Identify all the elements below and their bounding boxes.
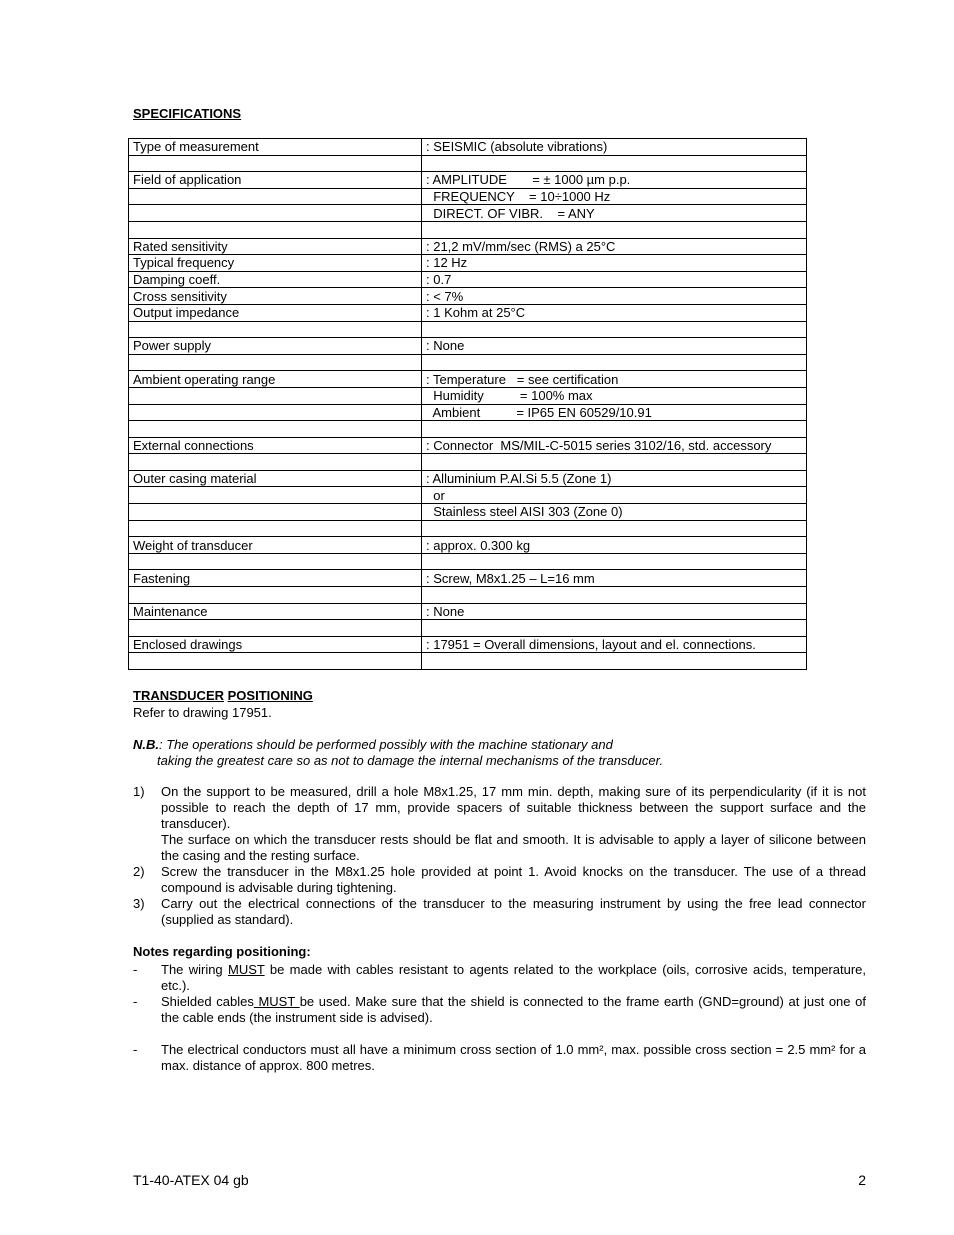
spec-value: : 12 Hz — [422, 255, 807, 272]
positioning-notes — [133, 962, 866, 1074]
spec-row — [129, 587, 807, 604]
spec-value: Ambient = IP65 EN 60529/10.91 — [422, 404, 807, 421]
spec-label: External connections — [129, 437, 422, 454]
spec-row — [129, 553, 807, 570]
step-number: 3) — [133, 896, 145, 911]
bullet-dash: - — [133, 1042, 138, 1057]
nb-line2: taking the greatest care so as not to damage the internal mechanisms of the transducer. — [157, 753, 664, 768]
spec-value: : Connector MS/MIL-C-5015 series 3102/16, std. accessory — [422, 437, 807, 454]
spec-row — [129, 288, 807, 305]
spec-value — [422, 553, 807, 570]
spec-row — [129, 238, 807, 255]
spec-row — [129, 520, 807, 537]
spec-label: Typical frequency — [129, 255, 422, 272]
step-text: Screw the transducer in the M8x1.25 hole provided at point 1. Avoid knocks on the transducer. The use of a thread compound is advisable during tightening. — [161, 864, 866, 895]
positioning-heading — [133, 688, 313, 703]
spec-label — [129, 620, 422, 637]
note-text: be made with cables resistant to agents related to the workplace (oils, corrosive acids, temperature, etc.). — [161, 962, 866, 993]
spec-label: Ambient operating range — [129, 371, 422, 388]
spec-label — [129, 404, 422, 421]
spec-value — [422, 221, 807, 238]
spec-label: Maintenance — [129, 603, 422, 620]
procedure-step — [133, 864, 866, 896]
spec-row — [129, 437, 807, 454]
spec-value: : AMPLITUDE = ± 1000 µm p.p. — [422, 172, 807, 189]
spec-value: : Screw, M8x1.25 – L=16 mm — [422, 570, 807, 587]
spec-row — [129, 570, 807, 587]
spec-row — [129, 387, 807, 404]
spec-row — [129, 504, 807, 521]
spec-label: Fastening — [129, 570, 422, 587]
specifications-table — [128, 138, 807, 670]
spec-row — [129, 636, 807, 653]
spec-row — [129, 188, 807, 205]
spec-row — [129, 304, 807, 321]
spec-label — [129, 454, 422, 471]
specifications-table-body — [129, 139, 807, 670]
spec-value: : Alluminium P.Al.Si 5.5 (Zone 1) — [422, 470, 807, 487]
step-continuation: The surface on which the transducer rests should be flat and smooth. It is advisable to apply a layer of silicone between the casing and the resting surface. — [161, 832, 866, 863]
spec-label — [129, 520, 422, 537]
spec-label — [129, 188, 422, 205]
spec-label — [129, 155, 422, 172]
spec-row — [129, 404, 807, 421]
must-emphasis: MUST — [253, 994, 300, 1009]
spec-label — [129, 553, 422, 570]
spec-label: Rated sensitivity — [129, 238, 422, 255]
step-number: 1) — [133, 784, 145, 799]
spec-value: Stainless steel AISI 303 (Zone 0) — [422, 504, 807, 521]
spec-row — [129, 470, 807, 487]
note-text: The wiring — [161, 962, 228, 977]
spec-label — [129, 587, 422, 604]
spec-label — [129, 653, 422, 670]
spec-value: FREQUENCY = 10÷1000 Hz — [422, 188, 807, 205]
spec-value: or — [422, 487, 807, 504]
note-text: The electrical conductors must all have a minimum cross section of 1.0 mm², max. possible cross section = 2.5 mm² for a max. distance of approx. 800 metres. — [161, 1042, 866, 1073]
spec-value — [422, 653, 807, 670]
spec-value: : < 7% — [422, 288, 807, 305]
spec-row — [129, 221, 807, 238]
spec-label — [129, 205, 422, 222]
spec-row — [129, 172, 807, 189]
spec-row — [129, 354, 807, 371]
spec-value: : Temperature = see certification — [422, 371, 807, 388]
spec-label: Outer casing material — [129, 470, 422, 487]
spec-label — [129, 504, 422, 521]
procedure-step — [133, 784, 866, 864]
procedure-steps — [133, 784, 866, 928]
spec-row — [129, 155, 807, 172]
spec-label: Power supply — [129, 338, 422, 355]
document-code: T1-40-ATEX 04 gb — [133, 1172, 249, 1188]
spec-value — [422, 520, 807, 537]
note-text: Shielded cables — [161, 994, 254, 1009]
refer-drawing-text: Refer to drawing 17951. — [133, 705, 272, 720]
spec-row — [129, 271, 807, 288]
nb-label: N.B. — [133, 737, 159, 752]
spec-row — [129, 421, 807, 438]
notes-heading: Notes regarding positioning: — [133, 944, 311, 959]
spec-value — [422, 620, 807, 637]
specifications-heading: SPECIFICATIONS — [133, 106, 242, 121]
spec-value: : SEISMIC (absolute vibrations) — [422, 139, 807, 156]
spec-value: : 17951 = Overall dimensions, layout and el. connections. — [422, 636, 807, 653]
spec-value: : 21,2 mV/mm/sec (RMS) a 25°C — [422, 238, 807, 255]
note-item — [133, 1042, 866, 1074]
spec-label: Field of application — [129, 172, 422, 189]
spec-row — [129, 487, 807, 504]
spec-label: Type of measurement — [129, 139, 422, 156]
spec-row — [129, 139, 807, 156]
step-text: Carry out the electrical connections of the transducer to the measuring instrument by using the free lead connector (supplied as standard). — [161, 896, 866, 927]
spec-value: : None — [422, 603, 807, 620]
spec-label — [129, 387, 422, 404]
spec-value — [422, 321, 807, 338]
spec-row — [129, 653, 807, 670]
spec-row — [129, 603, 807, 620]
spec-value — [422, 421, 807, 438]
spec-label — [129, 221, 422, 238]
bullet-dash: - — [133, 962, 138, 977]
spec-value: : 0.7 — [422, 271, 807, 288]
spec-label: Output impedance — [129, 304, 422, 321]
positioning-heading-part1: TRANSDUCER — [133, 688, 224, 703]
spec-value: : approx. 0.300 kg — [422, 537, 807, 554]
spec-value: : None — [422, 338, 807, 355]
must-emphasis: MUST — [227, 962, 265, 977]
positioning-heading-part2: POSITIONING — [227, 688, 313, 703]
spec-value — [422, 454, 807, 471]
nb-line1: : The operations should be performed possibly with the machine stationary and — [159, 737, 613, 752]
note-item — [133, 994, 866, 1026]
bullet-dash: - — [133, 994, 138, 1009]
note-text: be used. Make sure that the shield is connected to the frame earth (GND=ground) at just one of the cable ends (the instrument side is advised). — [161, 994, 866, 1025]
spec-row — [129, 338, 807, 355]
note-item — [133, 962, 866, 994]
procedure-step — [133, 896, 866, 928]
spec-label: Weight of transducer — [129, 537, 422, 554]
spec-label: Enclosed drawings — [129, 636, 422, 653]
spec-value — [422, 155, 807, 172]
spec-value: : 1 Kohm at 25°C — [422, 304, 807, 321]
spec-row — [129, 205, 807, 222]
spec-label: Damping coeff. — [129, 271, 422, 288]
spec-value: Humidity = 100% max — [422, 387, 807, 404]
step-text: On the support to be measured, drill a hole M8x1.25, 17 mm min. depth, making sure of its perpendicularity (if it is not possible to reach the depth of 17 mm, provide spacers of suitable thickness between the support surface and the transducer). — [161, 784, 866, 831]
spec-row — [129, 620, 807, 637]
spec-row — [129, 537, 807, 554]
page-number: 2 — [858, 1172, 866, 1188]
spec-value — [422, 587, 807, 604]
spec-label — [129, 321, 422, 338]
spec-row — [129, 321, 807, 338]
spec-label — [129, 354, 422, 371]
spec-label — [129, 421, 422, 438]
spec-row — [129, 255, 807, 272]
spec-label: Cross sensitivity — [129, 288, 422, 305]
step-number: 2) — [133, 864, 145, 879]
spec-row — [129, 371, 807, 388]
spec-value: DIRECT. OF VIBR. = ANY — [422, 205, 807, 222]
spec-row — [129, 454, 807, 471]
spec-value — [422, 354, 807, 371]
nb-note — [133, 737, 663, 769]
spec-label — [129, 487, 422, 504]
